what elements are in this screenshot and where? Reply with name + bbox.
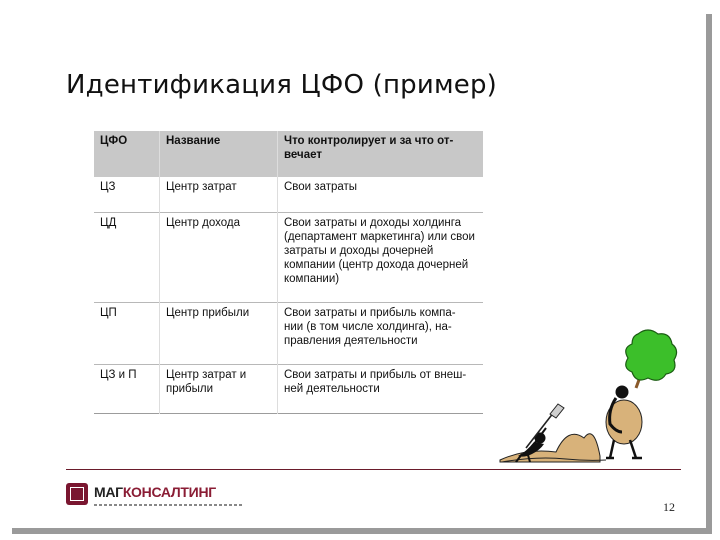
logo-text bbox=[94, 484, 216, 500]
cfo-table bbox=[94, 131, 483, 414]
table-row bbox=[94, 365, 483, 414]
table-row bbox=[94, 177, 483, 213]
footer-divider bbox=[66, 469, 681, 470]
header-cell-responsibility: Что контролирует и за что от- вечает bbox=[284, 135, 454, 161]
cell-code: ЦД bbox=[94, 213, 160, 303]
logo-tagline bbox=[94, 504, 242, 506]
cell-responsibility: Свои затраты bbox=[284, 181, 358, 193]
cell-responsibility: Свои затраты и прибыль компа- нии (в том числе холдинга), на- правления деятельности bbox=[284, 307, 456, 347]
logo-text-part1: МАГ bbox=[94, 484, 123, 500]
header-cell-name: Название bbox=[160, 131, 278, 177]
cell-responsibility: Свои затраты и доходы холдинга (департамент маркетинга) или свои затраты и доходы дочерней компании (центр дохода дочерней компании) bbox=[284, 217, 475, 285]
table-row bbox=[94, 213, 483, 303]
cell-name: Центр прибыли bbox=[160, 303, 278, 365]
page-number: 12 bbox=[663, 500, 675, 514]
cell-code: ЦП bbox=[94, 303, 160, 365]
company-logo bbox=[62, 478, 242, 514]
slide-title: Идентификация ЦФО (пример) bbox=[66, 70, 498, 100]
logo-mark-icon bbox=[66, 483, 88, 505]
cell-responsibility: Свои затраты и прибыль от внеш- ней деятельности bbox=[284, 369, 467, 395]
cell-name: Центр дохода bbox=[160, 213, 278, 303]
cell-name: Центр затрат bbox=[160, 177, 278, 213]
table-header-row bbox=[94, 131, 483, 177]
cell-code: ЦЗ bbox=[94, 177, 160, 213]
table-row bbox=[94, 303, 483, 365]
cell-code: ЦЗ и П bbox=[94, 365, 160, 414]
header-cell-cfo: ЦФО bbox=[94, 131, 160, 177]
cell-name: Центр затрат и прибыли bbox=[160, 365, 278, 414]
logo-text-part2: КОНСАЛТИНГ bbox=[122, 484, 216, 500]
gardening-illustration bbox=[496, 328, 696, 468]
